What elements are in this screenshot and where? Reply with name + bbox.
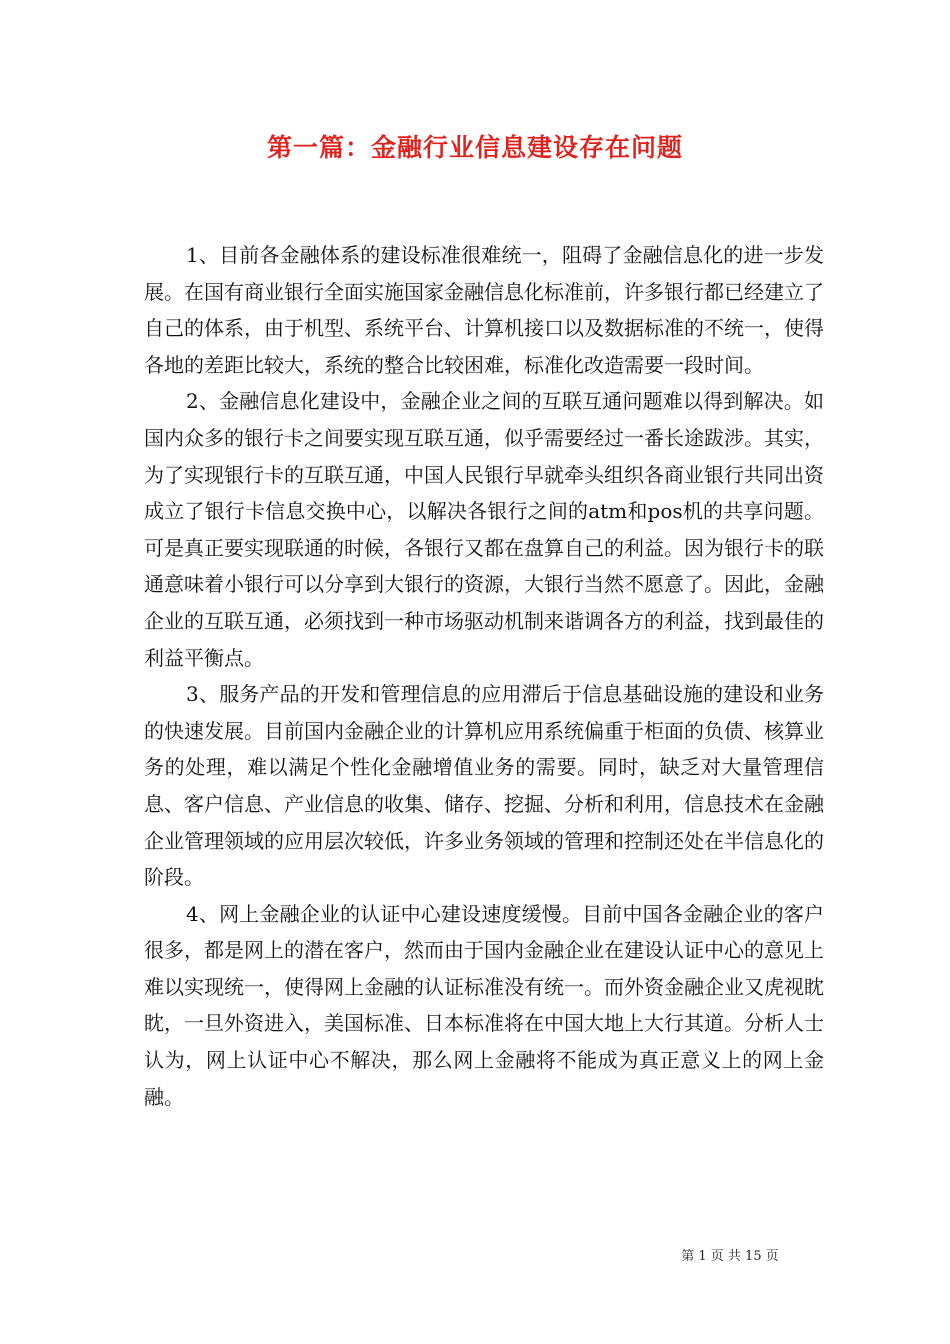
paragraph-2: 2、金融信息化建设中，金融企业之间的互联互通问题难以得到解决。如国内众多的银行卡之间要实现互联互通，似乎需要经过一番长途跋涉。其实，为了实现银行卡的互联互通，中国人民银行早就牵头组织各商业银行共同出资成立了银行卡信息交换中心，以解决各银行之间的atm和pos机的共享问题。可是真正要实现联通的时候，各银行又都在盘算自己的利益。因为银行卡的联通意味着小银行可以分享到大银行的资源，大银行当然不愿意了。因此，金融企业的互联互通，必须找到一种市场驱动机制来谐调各方的利益，找到最佳的利益平衡点。 — [144, 389, 824, 670]
paragraph-3: 3、服务产品的开发和管理信息的应用滞后于信息基础设施的建设和业务的快速发展。目前国内金融企业的计算机应用系统偏重于柜面的负债、核算业务的处理，难以满足个性化金融增值业务的需要。同时，缺乏对大量管理信息、客户信息、产业信息的收集、储存、挖掘、分析和利用，信息技术在金融企业管理领域的应用层次较低，许多业务领域的管理和控制还处在半信息化的阶段。 — [144, 682, 824, 890]
document-body — [144, 237, 824, 1115]
page-number-footer: 第 1 页 共 15 页 — [681, 1249, 779, 1264]
paragraph-4: 4、网上金融企业的认证中心建设速度缓慢。目前中国各金融企业的客户很多，都是网上的潜在客户，然而由于国内金融企业在建设认证中心的意见上难以实现统一，使得网上金融的认证标准没有统一。而外资金融企业又虎视眈眈，一旦外资进入，美国标准、日本标准将在中国大地上大行其道。分析人士认为，网上认证中心不解决，那么网上金融将不能成为真正意义上的网上金融。 — [144, 901, 824, 1109]
paragraph-1: 1、目前各金融体系的建设标准很难统一，阻碍了金融信息化的进一步发展。在国有商业银行全面实施国家金融信息化标准前，许多银行都已经建立了自己的体系，由于机型、系统平台、计算机接口以及数据标准的不统一，使得各地的差距比较大，系统的整合比较困难，标准化改造需要一段时间。 — [144, 243, 824, 377]
document-title: 第一篇：金融行业信息建设存在问题 — [266, 133, 683, 162]
